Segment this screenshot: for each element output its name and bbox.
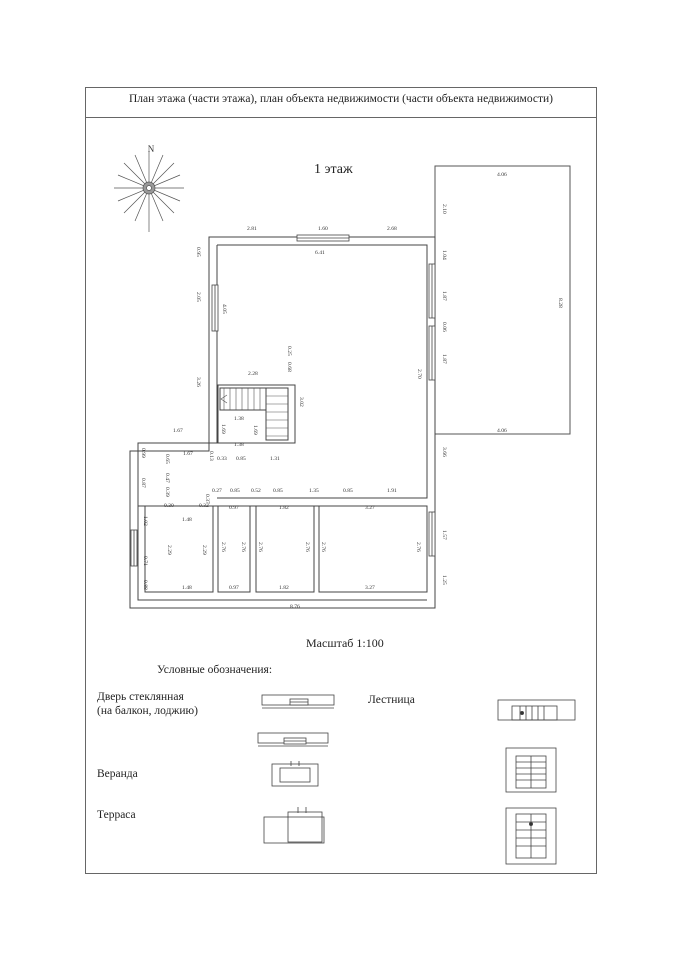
svg-text:0.27: 0.27 — [212, 488, 222, 494]
svg-text:1.82: 1.82 — [279, 505, 289, 511]
svg-text:2.76: 2.76 — [257, 542, 263, 552]
terrace-area — [435, 166, 570, 434]
compass-rose-icon — [114, 152, 184, 232]
svg-text:0.71: 0.71 — [142, 556, 148, 566]
svg-text:1.67: 1.67 — [173, 428, 183, 434]
svg-text:1.35: 1.35 — [309, 488, 319, 494]
svg-text:3.26: 3.26 — [195, 377, 201, 387]
svg-text:1.60: 1.60 — [318, 226, 328, 232]
svg-text:0.47: 0.47 — [164, 473, 170, 483]
svg-text:0.95: 0.95 — [195, 247, 201, 257]
svg-text:1.25: 1.25 — [441, 575, 447, 585]
svg-text:4.06: 4.06 — [497, 428, 507, 434]
legend-terrace-symbol — [264, 807, 324, 843]
svg-text:0.88: 0.88 — [142, 580, 148, 590]
svg-text:1.57: 1.57 — [441, 530, 447, 540]
legend-stairs-symbol-2 — [506, 748, 556, 792]
svg-text:1.38: 1.38 — [234, 416, 244, 422]
legend-veranda-label: Веранда — [97, 768, 138, 780]
svg-text:1.67: 1.67 — [183, 451, 193, 457]
svg-text:0.25: 0.25 — [286, 346, 292, 356]
svg-text:0.97: 0.97 — [229, 505, 239, 511]
svg-text:2.29: 2.29 — [166, 545, 172, 555]
svg-text:1.82: 1.82 — [279, 585, 289, 591]
scale-label: Масштаб 1:100 — [306, 636, 384, 650]
svg-text:2.76: 2.76 — [240, 542, 246, 552]
svg-text:3.02: 3.02 — [298, 397, 304, 407]
legend-glass-door-symbol-2 — [258, 733, 328, 746]
svg-text:0.30: 0.30 — [164, 503, 174, 509]
north-label: N — [147, 144, 155, 154]
svg-text:1.48: 1.48 — [182, 585, 192, 591]
svg-text:0.85: 0.85 — [230, 488, 240, 494]
svg-text:0.37: 0.37 — [204, 494, 210, 504]
svg-text:3.66: 3.66 — [441, 447, 447, 457]
svg-text:1.91: 1.91 — [387, 488, 397, 494]
svg-text:2.76: 2.76 — [220, 542, 226, 552]
svg-text:3.27: 3.27 — [365, 585, 375, 591]
legend-veranda-symbol — [272, 761, 318, 786]
svg-text:0.85: 0.85 — [343, 488, 353, 494]
legend-stairs-symbol-3 — [506, 808, 556, 864]
svg-text:2.29: 2.29 — [201, 545, 207, 555]
svg-text:3.27: 3.27 — [365, 505, 375, 511]
svg-text:2.10: 2.10 — [441, 204, 447, 214]
svg-text:1.48: 1.48 — [182, 517, 192, 523]
svg-text:4.06: 4.06 — [497, 172, 507, 178]
legend-glass-door-symbol-1 — [262, 695, 334, 708]
svg-text:2.76: 2.76 — [320, 542, 326, 552]
legend-stairs-label: Лестница — [368, 694, 415, 706]
svg-text:0.33: 0.33 — [217, 456, 227, 462]
svg-text:1.69: 1.69 — [220, 424, 226, 434]
svg-text:0.06: 0.06 — [441, 322, 447, 332]
svg-text:2.68: 2.68 — [387, 226, 397, 232]
svg-text:1.87: 1.87 — [441, 354, 447, 364]
page-title: План этажа (части этажа), план объекта недвижимости (части объекта недвижимости) — [128, 93, 553, 105]
windows — [131, 235, 435, 566]
svg-text:1.31: 1.31 — [270, 456, 280, 462]
svg-text:1.04: 1.04 — [441, 250, 447, 260]
svg-text:0.65: 0.65 — [164, 454, 170, 464]
svg-text:0.32: 0.32 — [199, 503, 209, 509]
svg-text:0.99: 0.99 — [140, 448, 146, 458]
legend-title: Условные обозначения: — [157, 664, 273, 676]
main-walls — [130, 237, 435, 608]
svg-text:0.87: 0.87 — [140, 478, 146, 488]
svg-text:0.13: 0.13 — [208, 451, 214, 461]
svg-text:0.85: 0.85 — [236, 456, 246, 462]
legend-glass-door-text: Дверь стеклянная — [97, 691, 184, 703]
legend-terrace-label: Терраса — [97, 809, 136, 821]
svg-text:2.28: 2.28 — [248, 371, 258, 377]
floor-label: 1 этаж — [314, 162, 353, 177]
svg-text:0.97: 0.97 — [229, 585, 239, 591]
svg-text:2.76: 2.76 — [415, 542, 421, 552]
svg-text:1.69: 1.69 — [252, 425, 258, 435]
svg-text:1.87: 1.87 — [441, 291, 447, 301]
svg-text:2.05: 2.05 — [195, 292, 201, 302]
dimension-labels — [140, 172, 563, 610]
svg-text:2.76: 2.76 — [304, 542, 310, 552]
svg-text:0.85: 0.85 — [273, 488, 283, 494]
svg-text:2.81: 2.81 — [247, 226, 257, 232]
legend-glass-door-label — [97, 690, 198, 718]
svg-text:0.39: 0.39 — [164, 487, 170, 497]
svg-text:8.28: 8.28 — [557, 298, 563, 308]
legend-stairs-symbol-1 — [498, 700, 575, 720]
svg-text:6.41: 6.41 — [315, 250, 325, 256]
legend-glass-door-note: (на балкон, лоджию) — [97, 705, 198, 717]
svg-text:2.70: 2.70 — [416, 369, 422, 379]
svg-text:1.38: 1.38 — [234, 442, 244, 448]
svg-text:4.05: 4.05 — [221, 304, 227, 314]
svg-text:0.52: 0.52 — [251, 488, 261, 494]
svg-text:8.76: 8.76 — [290, 604, 300, 610]
svg-text:1.02: 1.02 — [142, 516, 148, 526]
svg-text:0.68: 0.68 — [286, 362, 292, 372]
